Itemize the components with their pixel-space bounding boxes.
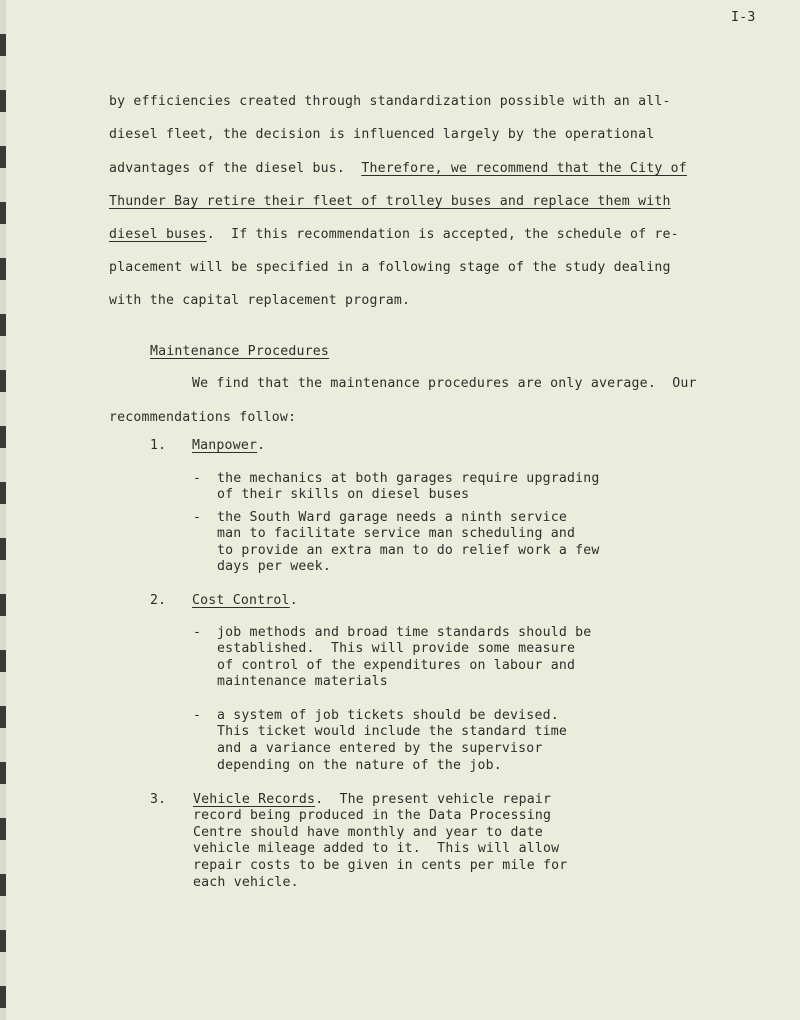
bullet-line: established. This will provide some measure: [217, 641, 576, 656]
bullet-line: of control of the expenditures on labour and: [217, 658, 576, 673]
bullet-dash: -: [193, 708, 202, 723]
bullet-line: depending on the nature of the job.: [217, 758, 502, 773]
bullet-line: the South Ward garage needs a ninth service: [217, 510, 568, 525]
bullet-line: man to facilitate service man scheduling and: [217, 526, 576, 541]
bullet-line: days per week.: [217, 559, 331, 574]
item-number: 1.: [150, 438, 167, 453]
bullet-line: and a variance entered by the supervisor: [217, 741, 543, 756]
bullet-line: the mechanics at both garages require upgrading: [217, 471, 600, 486]
item-title-suffix: . The present vehicle repair: [315, 792, 552, 807]
maintenance-para-line-1: We find that the maintenance procedures are only average. Our: [192, 376, 697, 391]
item-number: 2.: [150, 593, 167, 608]
item-title-text: Manpower: [192, 438, 258, 453]
item-title-text: Cost Control: [192, 593, 290, 608]
bullet-dash: -: [193, 471, 202, 486]
bullet-line: of their skills on diesel buses: [217, 487, 470, 502]
page-number: I-3: [731, 9, 756, 25]
maintenance-para-line-2: recommendations follow:: [109, 410, 297, 425]
item-body-line: repair costs to be given in cents per mile for: [193, 858, 568, 873]
intro-line-3: [109, 161, 687, 177]
bullet-line: to provide an extra man to do relief work a few: [217, 543, 600, 558]
item-body-line: vehicle mileage added to it. This will allow: [193, 841, 560, 856]
bullet-dash: -: [193, 510, 202, 525]
item-title: [192, 438, 265, 454]
bullet-dash: -: [193, 625, 202, 640]
bullet-line: maintenance materials: [217, 674, 388, 689]
item-title-text: Vehicle Records: [193, 792, 316, 807]
intro-line-3-plain: advantages of the diesel bus.: [109, 161, 362, 176]
binding-edge: [0, 0, 6, 1020]
item-title: [192, 593, 298, 609]
item-body-line: record being produced in the Data Processing: [193, 808, 552, 823]
item-title-suffix: .: [257, 438, 266, 453]
item-title: [193, 792, 551, 808]
item-body-line: each vehicle.: [193, 875, 299, 890]
recommendation-underlined-3: diesel buses: [109, 227, 207, 242]
intro-line-7: with the capital replacement program.: [109, 293, 411, 308]
intro-line-6: placement will be specified in a following stage of the study dealing: [109, 260, 671, 275]
item-title-suffix: .: [289, 593, 298, 608]
intro-line-2: diesel fleet, the decision is influenced largely by the operational: [109, 127, 655, 142]
recommendation-underlined-2: Thunder Bay retire their fleet of trolley buses and replace them with: [109, 194, 671, 209]
bullet-line: job methods and broad time standards should be: [217, 625, 592, 640]
intro-line-5-plain: . If this recommendation is accepted, the schedule of re-: [206, 227, 679, 242]
section-heading: Maintenance Procedures: [150, 344, 330, 359]
bullet-line: a system of job tickets should be devised.: [217, 708, 559, 723]
recommendation-underlined-1: Therefore, we recommend that the City of: [361, 161, 687, 176]
bullet-line: This ticket would include the standard time: [217, 724, 568, 739]
item-number: 3.: [150, 792, 167, 807]
intro-line-5: [109, 227, 679, 243]
intro-line-1: by efficiencies created through standardization possible with an all-: [109, 94, 671, 109]
item-body-line: Centre should have monthly and year to date: [193, 825, 544, 840]
